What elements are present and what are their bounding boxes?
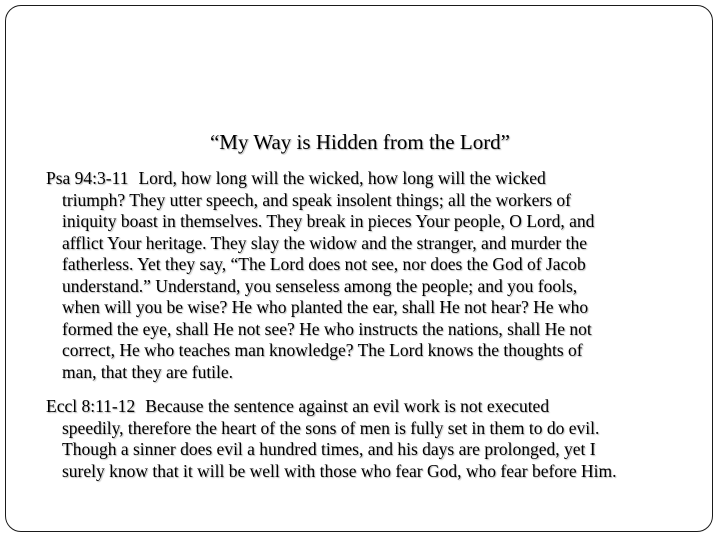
passage-line: Eccl 8:11-12 Because the sentence against an evil work is not executed — [46, 396, 550, 416]
passage-line: when will you be wise? He who planted the ear, shall He not hear? He who — [62, 297, 589, 317]
passage-line: iniquity boast in themselves. They break in pieces Your people, O Lord, and — [62, 211, 595, 231]
passage-line: Though a sinner does evil a hundred times, and his days are prolonged, yet I — [62, 439, 596, 459]
passage-line: triumph? They utter speech, and speak insolent things; all the workers of — [62, 189, 571, 210]
passage-line: formed the eye, shall He not see? He who instructs the nations, shall He not — [62, 318, 592, 339]
ecclesiastes-passage — [46, 396, 617, 482]
passage-line: speedily, therefore the heart of the sons of men is fully set in them to do evil. — [62, 417, 600, 438]
psalm-passage — [46, 168, 594, 383]
passage-line: surely know that it will be well with those who fear God, who fear before Him. — [62, 460, 617, 481]
passage-line: afflict Your heritage. They slay the widow and the stranger, and murder the — [62, 232, 587, 253]
passage-line: Psa 94:3-11 Lord, how long will the wicked, how long will the wicked — [46, 168, 546, 188]
passage-line: fatherless. Yet they say, “The Lord does not see, nor does the God of Jacob — [62, 254, 586, 274]
scripture-reference: Psa 94:3-11 — [46, 168, 129, 188]
passage-line: correct, He who teaches man knowledge? The Lord knows the thoughts of — [62, 340, 583, 360]
slide-title: “My Way is Hidden from the Lord” — [209, 130, 511, 154]
passage-line: man, that they are futile. — [62, 361, 234, 382]
scripture-reference: Eccl 8:11-12 — [46, 396, 136, 416]
passage-line: understand.” Understand, you senseless among the people; and you fools, — [62, 275, 578, 296]
